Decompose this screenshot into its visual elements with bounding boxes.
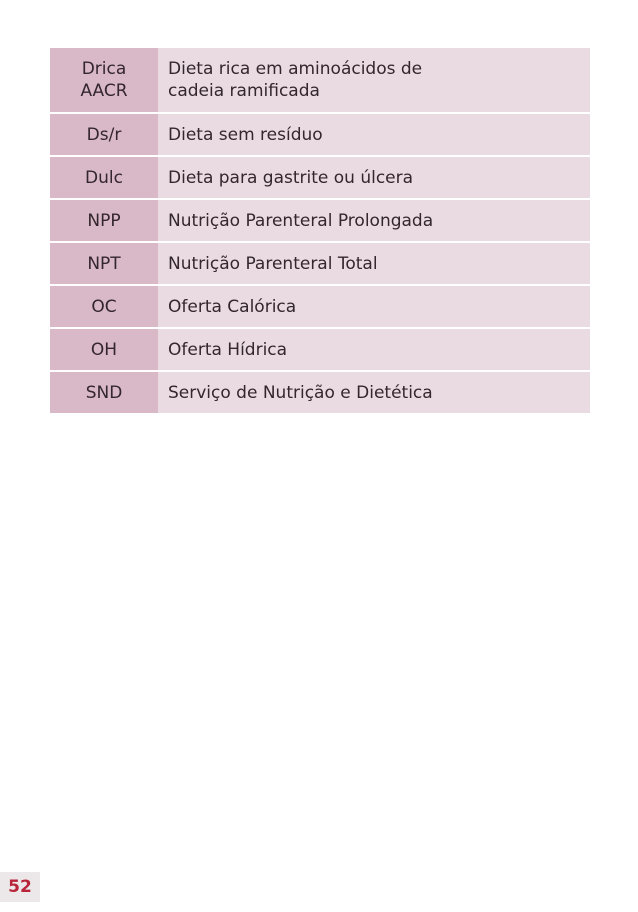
definition-line: cadeia ramificada [168,81,320,101]
abbreviation-cell [50,48,158,113]
table-row [50,48,590,113]
definition-cell: Serviço de Nutrição e Dietética [158,371,590,413]
table-row [50,242,590,285]
abbreviation-line: Drica [81,59,127,79]
table-row [50,285,590,328]
definition-cell: Oferta Hídrica [158,328,590,371]
abbreviation-cell: Dulc [50,156,158,199]
table-row [50,328,590,371]
table-row [50,199,590,242]
definition-cell: Nutrição Parenteral Total [158,242,590,285]
abbreviation-cell: SND [50,371,158,413]
abbreviation-cell: OH [50,328,158,371]
abbreviation-cell: NPT [50,242,158,285]
table-row [50,113,590,156]
definition-cell: Oferta Calórica [158,285,590,328]
abbreviations-table [50,48,590,413]
definition-cell: Nutrição Parenteral Prolongada [158,199,590,242]
definition-line: Dieta rica em aminoácidos de [168,59,423,79]
definition-cell [158,48,590,113]
table-row [50,371,590,413]
definition-cell: Dieta para gastrite ou úlcera [158,156,590,199]
definition-cell: Dieta sem resíduo [158,113,590,156]
table-row [50,156,590,199]
abbreviation-cell: Ds/r [50,113,158,156]
abbreviation-cell: OC [50,285,158,328]
page-number: 52 [0,872,40,902]
abbreviation-cell: NPP [50,199,158,242]
abbreviation-line: AACR [80,81,128,101]
